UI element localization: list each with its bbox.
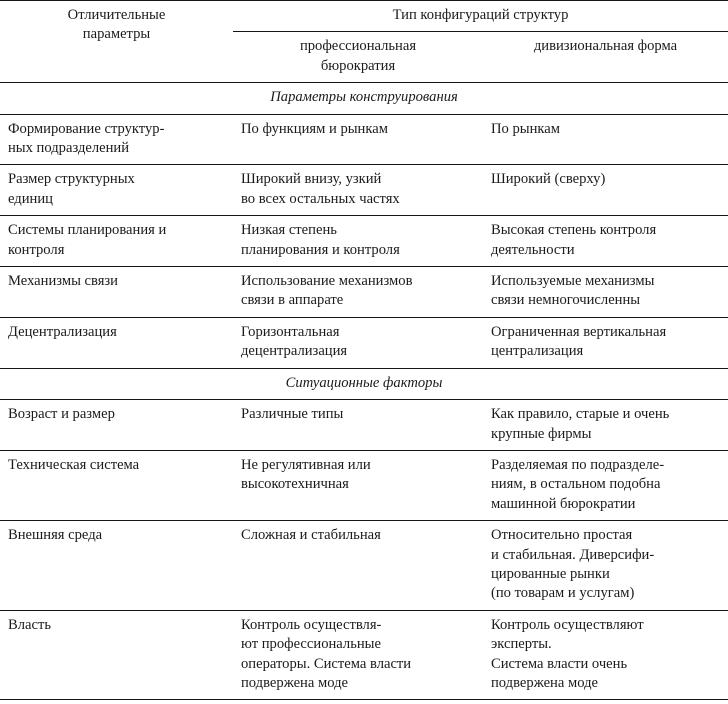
table-header — [0, 1, 728, 83]
cell-parameter — [0, 521, 233, 611]
text-line: ниям, в остальном подобна — [491, 476, 661, 493]
text-line: По рынкам — [491, 120, 560, 137]
text-line: во всех остальных частях — [241, 190, 400, 207]
text-line: Формирование структур- — [8, 120, 165, 137]
table-row — [0, 114, 728, 165]
cell-professional-bureaucracy — [233, 521, 483, 611]
cell-professional-bureaucracy — [233, 317, 483, 368]
text-line: Механизмы связи — [8, 273, 118, 290]
header-distinctive-parameters — [0, 1, 233, 83]
text-line: Отличительные — [67, 7, 166, 23]
text-line: Ограниченная вертикальная — [491, 323, 667, 340]
text-line: и стабильная. Диверсифи- — [491, 546, 655, 563]
table-row — [0, 450, 728, 520]
text-line: Размер структурных — [8, 171, 135, 188]
section-title: Ситуационные факторы — [0, 368, 728, 399]
cell-professional-bureaucracy — [233, 216, 483, 267]
table-row — [0, 317, 728, 368]
text-line: подвержена моде — [491, 674, 599, 691]
header-configuration-type: Тип конфигураций структур — [233, 1, 728, 32]
text-line: Широкий (сверху) — [491, 171, 606, 188]
table-body — [0, 83, 728, 700]
table-row — [0, 610, 728, 700]
text-line: Системы планирования и — [8, 222, 167, 239]
text-line: Разделяемая по подразделе- — [491, 456, 665, 473]
text-line: (по товарам и услугам) — [491, 585, 635, 602]
text-line: Власть — [8, 616, 52, 633]
cell-divisional-form — [483, 114, 728, 165]
cell-divisional-form — [483, 400, 728, 451]
text-line: Техническая система — [8, 456, 140, 473]
text-line: планирования и контроля — [241, 241, 400, 258]
cell-parameter — [0, 450, 233, 520]
text-line: Сложная и стабильная — [241, 527, 381, 544]
header-row-top — [0, 1, 728, 32]
text-line: Низкая степень — [241, 222, 337, 239]
cell-parameter — [0, 165, 233, 216]
cell-professional-bureaucracy — [233, 165, 483, 216]
section-title: Параметры конструирования — [0, 83, 728, 114]
cell-divisional-form — [483, 317, 728, 368]
text-line: деятельности — [491, 241, 575, 258]
text-line: дивизиональная форма — [533, 38, 678, 55]
header-divisional-form — [483, 32, 728, 83]
section-header-row — [0, 83, 728, 114]
table-row — [0, 165, 728, 216]
table-row — [0, 216, 728, 267]
text-line: крупные фирмы — [491, 425, 592, 442]
text-line: связи немногочисленны — [491, 292, 641, 309]
text-line: Высокая степень контроля — [491, 222, 657, 239]
text-line: По функциям и рынкам — [241, 120, 388, 137]
text-line: Не регулятивная или — [241, 456, 371, 473]
cell-professional-bureaucracy — [233, 114, 483, 165]
text-line: Используемые механизмы — [491, 273, 655, 290]
cell-parameter — [0, 400, 233, 451]
cell-professional-bureaucracy — [233, 267, 483, 318]
text-line: высокотехничная — [241, 476, 349, 493]
cell-parameter — [0, 114, 233, 165]
text-line: Возраст и размер — [8, 406, 115, 423]
text-line: Широкий внизу, узкий — [241, 171, 382, 188]
text-line: параметры — [82, 26, 151, 43]
text-line: операторы. Система власти — [241, 655, 412, 672]
cell-parameter — [0, 317, 233, 368]
text-line: децентрализация — [241, 343, 348, 360]
section-header-row — [0, 368, 728, 399]
text-line: цированные рынки — [491, 565, 610, 582]
cell-divisional-form — [483, 165, 728, 216]
text-line: Относительно простая — [491, 527, 633, 544]
cell-professional-bureaucracy — [233, 450, 483, 520]
text-line: эксперты. — [491, 636, 552, 653]
text-line: машинной бюрократии — [491, 495, 636, 512]
text-line: Различные типы — [241, 406, 344, 423]
table-row — [0, 267, 728, 318]
text-line: Контроль осуществляют — [491, 616, 644, 633]
text-line: централизация — [491, 343, 584, 360]
text-line: контроля — [8, 241, 65, 258]
text-line: Использование механизмов — [241, 273, 413, 290]
text-line: Внешняя среда — [8, 527, 103, 544]
text-line: ных подразделений — [8, 140, 130, 157]
text-line: профессиональная — [299, 38, 417, 55]
cell-divisional-form — [483, 610, 728, 700]
cell-professional-bureaucracy — [233, 400, 483, 451]
cell-parameter — [0, 267, 233, 318]
text-line: Горизонтальная — [241, 323, 340, 340]
table-row — [0, 521, 728, 611]
text-line: Децентрализация — [8, 323, 117, 340]
header-professional-bureaucracy — [233, 32, 483, 83]
cell-parameter — [0, 610, 233, 700]
text-line: подвержена моде — [241, 674, 349, 691]
cell-professional-bureaucracy — [233, 610, 483, 700]
cell-divisional-form — [483, 450, 728, 520]
text-line: ют профессиональные — [241, 636, 381, 653]
text-line: Система власти очень — [491, 655, 628, 672]
cell-parameter — [0, 216, 233, 267]
cell-divisional-form — [483, 267, 728, 318]
table-row — [0, 400, 728, 451]
text-line: бюрократия — [320, 57, 396, 74]
text-line: Как правило, старые и очень — [491, 406, 670, 423]
cell-divisional-form — [483, 216, 728, 267]
text-line: Контроль осуществля- — [241, 616, 382, 633]
text-line: единиц — [8, 190, 53, 207]
cell-divisional-form — [483, 521, 728, 611]
text-line: связи в аппарате — [241, 292, 344, 309]
